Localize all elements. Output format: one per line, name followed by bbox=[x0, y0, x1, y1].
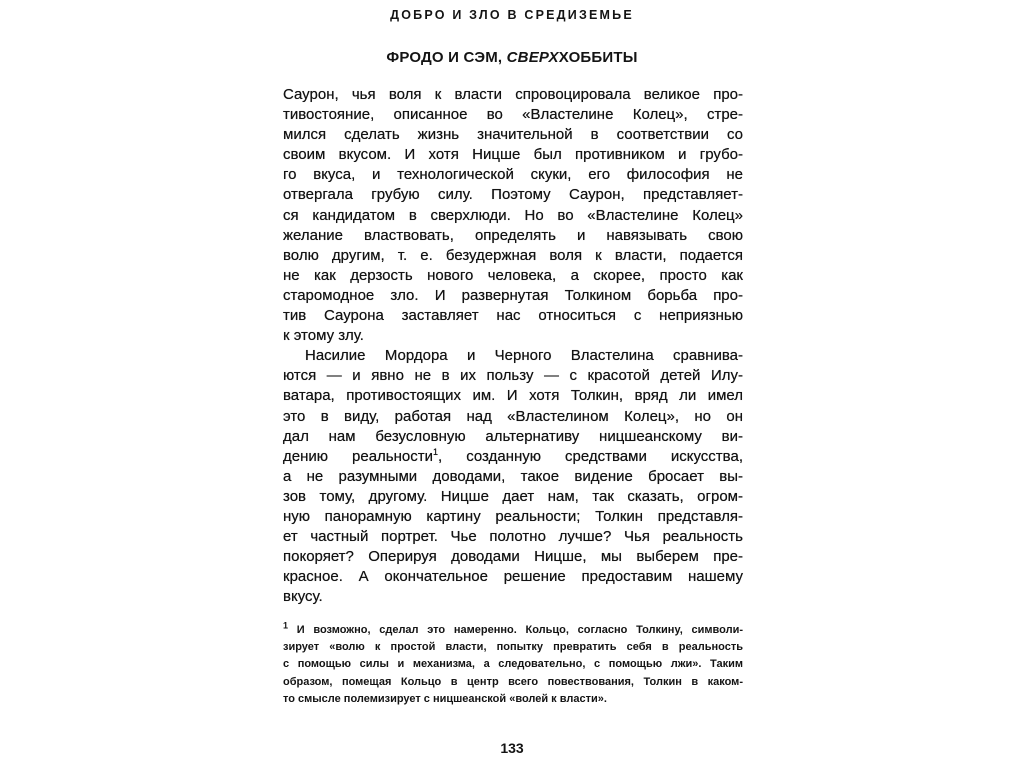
footnote-marker: 1 bbox=[283, 620, 289, 631]
footnote-reference[interactable]: 1 bbox=[433, 446, 439, 457]
text-line: зов тому, другому. Ницше дает нам, так сказать, огром- bbox=[283, 487, 743, 505]
text-line: Саурон, чья воля к власти спровоцировала великое про- bbox=[283, 86, 743, 103]
chapter-title-suffix: ХОББИТЫ bbox=[558, 49, 638, 66]
body-text bbox=[283, 85, 743, 607]
page-number: 133 bbox=[500, 740, 524, 756]
text-line: старомодное зло. И развернутая Толкином борьба про- bbox=[283, 286, 743, 304]
text-line: не как дерзость нового человека, а скорее, просто как bbox=[283, 266, 743, 284]
text-line: волю другим, т. е. безудержная воля к власти, подается bbox=[283, 246, 743, 264]
text-line: дал нам безусловную альтернативу ницшеанскому ви- bbox=[283, 427, 743, 445]
chapter-title bbox=[0, 49, 1024, 66]
text-line: ную панорамную картину реальности; Толкин представля- bbox=[283, 507, 743, 525]
footnote-line: зирует «волю к простой власти, попытку превратить себя в реальность bbox=[283, 641, 743, 654]
text-line: мился сделать жизнь значительной в соответствии со bbox=[283, 126, 743, 144]
text-line: а не разумными доводами, такое видение бросает вы- bbox=[283, 467, 743, 485]
text-line: своим вкусом. И хотя Ницше был противником и грубо- bbox=[283, 146, 743, 164]
footnote bbox=[283, 622, 743, 708]
text-line: красное. А окончательное решение предоставим нашему bbox=[283, 568, 743, 586]
text-line: это в виду, работая над «Властелином Колец», но он bbox=[283, 407, 743, 425]
footnote-line: образом, помещая Кольцо в центр всего повествования, Толкин в каком- bbox=[283, 675, 743, 688]
text-fragment: И возможно, сделал это намеренно. Кольцо, согласно Толкину, символи- bbox=[288, 624, 743, 636]
text-line: покоряет? Оперируя доводами Ницше, мы выберем пре- bbox=[283, 548, 743, 566]
text-line: ватара, противостоящих им. И хотя Толкин, вряд ли имел bbox=[283, 387, 743, 405]
text-line: Насилие Мордора и Черного Властелина сравнива- bbox=[305, 347, 743, 365]
text-fragment: , созданную средствами искусства, bbox=[438, 447, 743, 465]
running-head: ДОБРО И ЗЛО В СРЕДИЗЕМЬЕ bbox=[390, 8, 634, 22]
text-line: к этому злу. bbox=[283, 327, 364, 345]
chapter-title-italic: СВЕРХ bbox=[506, 49, 559, 66]
text-line: тив Саурона заставляет нас относиться с неприязнью bbox=[283, 307, 743, 325]
text-line bbox=[283, 447, 743, 467]
text-line: го вкуса, и технологической скуки, его философия не bbox=[283, 166, 743, 184]
text-line: тивостояние, описанное во «Властелине Колец», стре- bbox=[283, 106, 743, 124]
text-line: ся кандидатом в сверхлюди. Но во «Властелине Колец» bbox=[283, 206, 743, 224]
text-line: вкусу. bbox=[283, 588, 323, 606]
footnote-line: с помощью силы и механизма, а следовательно, с помощью лжи». Таким bbox=[283, 658, 743, 671]
text-line: отвергала грубую силу. Поэтому Саурон, представляет- bbox=[283, 186, 743, 204]
footnote-line: то смысле полемизирует с ницшеанской «волей к власти». bbox=[283, 692, 607, 705]
text-line: ются — и явно не в их пользу — с красотой детей Илу- bbox=[283, 367, 743, 385]
chapter-title-prefix: ФРОДО И СЭМ, bbox=[386, 49, 507, 66]
footnote-line bbox=[283, 622, 743, 639]
text-line: ет частный портрет. Чье полотно лучше? Чья реальность bbox=[283, 528, 743, 546]
text-fragment: дению реальности bbox=[283, 447, 433, 465]
text-line: желание властвовать, определять и навязывать свою bbox=[283, 226, 743, 244]
